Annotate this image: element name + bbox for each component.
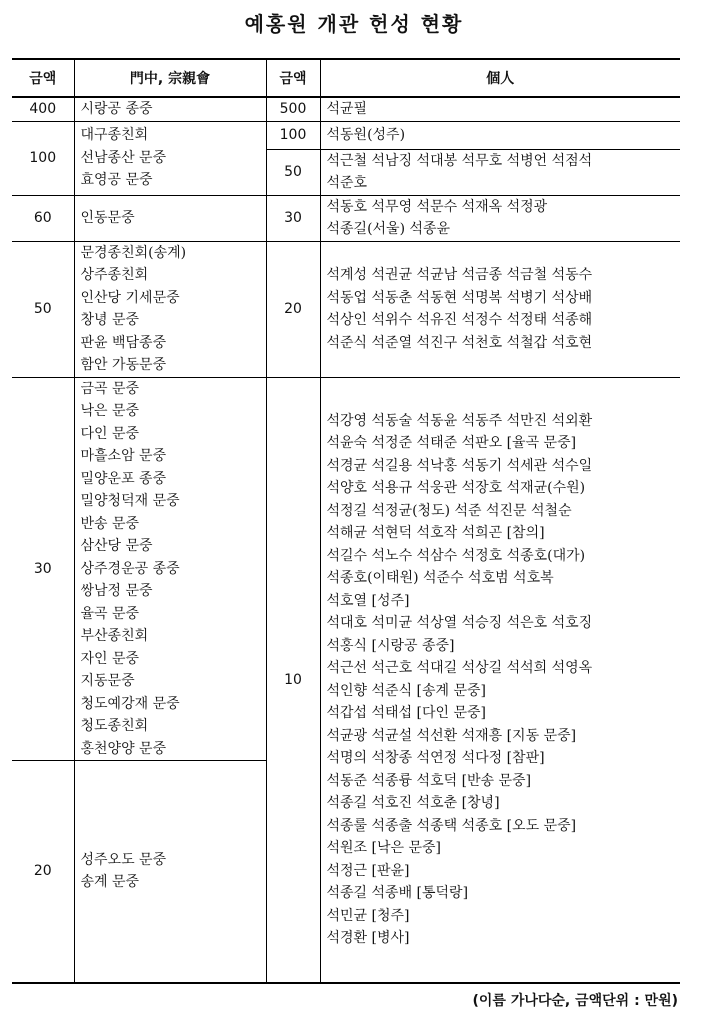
individual-names-line: 석해균 석현덕 석호작 석희곤 [참의] bbox=[326, 525, 545, 541]
table-row bbox=[12, 241, 680, 377]
table-row bbox=[12, 377, 680, 761]
org-name: 밀양청덕재 문중 bbox=[80, 493, 180, 509]
individual-names-line: 석준호 bbox=[326, 175, 368, 191]
org-name: 낙은 문중 bbox=[80, 403, 140, 419]
individual-names-line: 석원조 [낙은 문중] bbox=[326, 840, 441, 856]
individual-names-line: 석양호 석용규 석웅관 석장호 석재균(수원) bbox=[326, 480, 586, 496]
org-name: 인동문중 bbox=[80, 209, 135, 226]
org-amount-cell: 20 bbox=[12, 761, 74, 983]
org-name: 함안 가동문중 bbox=[80, 357, 167, 373]
org-name: 홍천양양 문중 bbox=[80, 740, 167, 757]
org-name: 상주종친회 bbox=[80, 267, 149, 283]
footer-note: (이름 가나다순, 금액단위 : 만원) bbox=[472, 993, 678, 1009]
org-name: 마흘소암 문중 bbox=[80, 448, 167, 464]
org-name: 시랑공 종중 bbox=[80, 101, 153, 117]
org-name: 부산종친회 bbox=[80, 628, 149, 644]
org-names-cell bbox=[74, 241, 266, 377]
org-name: 밀양운포 종중 bbox=[80, 470, 167, 487]
org-name: 금곡 문중 bbox=[80, 380, 140, 397]
individual-amount-cell: 30 bbox=[266, 195, 320, 241]
individual-names-line: 석홍식 [시랑공 종중] bbox=[326, 637, 455, 654]
org-name: 문경종친회(송계) bbox=[80, 244, 187, 261]
org-names-cell bbox=[74, 195, 266, 241]
individual-names-line: 석종길 석호진 석호춘 [창녕] bbox=[326, 795, 500, 811]
org-name: 인산당 기세문중 bbox=[80, 289, 180, 306]
individual-names-cell bbox=[320, 195, 680, 241]
org-names-cell bbox=[74, 761, 266, 983]
individual-amount-cell: 10 bbox=[266, 377, 320, 983]
individual-names-cell bbox=[320, 241, 680, 377]
individual-names-line: 석동원(성주) bbox=[326, 126, 406, 143]
org-name: 자인 문중 bbox=[80, 650, 140, 667]
header-amount-org: 금액 bbox=[12, 59, 74, 97]
individual-amount-cell: 100 bbox=[266, 121, 320, 149]
individual-names-cell bbox=[320, 121, 680, 149]
org-name: 청도예강재 문중 bbox=[80, 695, 180, 712]
org-names-cell bbox=[74, 97, 266, 121]
org-amount-cell: 30 bbox=[12, 377, 74, 761]
individual-amount-cell: 50 bbox=[266, 149, 320, 195]
org-amount-cell: 60 bbox=[12, 195, 74, 241]
individual-names-line: 석종길 석종배 [통덕랑] bbox=[326, 885, 469, 901]
individual-names-line: 석균광 석균설 석선환 석재흥 [지동 문중] bbox=[326, 727, 577, 744]
individual-names-line: 석근선 석근호 석대길 석상길 석석희 석영옥 bbox=[326, 660, 593, 676]
individual-names-line: 석동호 석무영 석문수 석재옥 석정광 bbox=[326, 198, 548, 215]
org-name: 판윤 백담종중 bbox=[80, 334, 167, 351]
individual-names-line: 석대호 석미균 석상열 석승징 석은호 석호징 bbox=[326, 615, 593, 631]
individual-names-line: 석근철 석남징 석대봉 석무호 석병언 석점석 bbox=[326, 152, 593, 169]
header-individual: 個人 bbox=[320, 59, 680, 97]
individual-names-line: 석계성 석권균 석균남 석금종 석금철 석동수 bbox=[326, 267, 593, 283]
org-name: 삼산당 문중 bbox=[80, 538, 153, 554]
individual-names-line: 석동준 석종륭 석호덕 [반송 문중] bbox=[326, 772, 532, 789]
individual-names-line: 석정근 [판윤] bbox=[326, 862, 410, 879]
individual-names-cell bbox=[320, 149, 680, 195]
donation-table bbox=[12, 58, 680, 984]
org-name: 쌍남정 문중 bbox=[80, 583, 153, 599]
individual-names-line: 석종길(서울) 석종윤 bbox=[326, 221, 451, 237]
individual-names-line: 석호열 [성주] bbox=[326, 592, 410, 609]
table-row bbox=[12, 195, 680, 241]
org-name: 송계 문중 bbox=[80, 874, 140, 891]
org-amount-cell: 400 bbox=[12, 97, 74, 121]
org-name: 반송 문중 bbox=[80, 515, 140, 532]
table-header-row bbox=[12, 59, 680, 97]
org-name: 효영공 문중 bbox=[80, 172, 153, 189]
individual-amount-cell: 20 bbox=[266, 241, 320, 377]
individual-names-line: 석동업 석동춘 석동현 석명복 석병기 석상배 bbox=[326, 289, 593, 306]
header-org: 門中, 宗親會 bbox=[74, 59, 266, 97]
individual-names-line: 석명의 석창종 석연정 석다정 [참판] bbox=[326, 750, 545, 766]
org-name: 청도종친회 bbox=[80, 718, 149, 734]
org-name: 대구종친회 bbox=[80, 127, 149, 144]
individual-names-line: 석정길 석정균(청도) 석준 석진문 석철순 bbox=[326, 502, 572, 519]
individual-names-line: 석길수 석노수 석삼수 석정호 석종호(대가) bbox=[326, 547, 586, 564]
individual-names-cell bbox=[320, 377, 680, 983]
table-row bbox=[12, 97, 680, 121]
individual-names-line: 석경환 [병사] bbox=[326, 930, 410, 946]
page-title: 예홍원 개관 헌성 현황 bbox=[244, 12, 464, 36]
individual-names-line: 석민균 [청주] bbox=[326, 907, 410, 924]
table-row bbox=[12, 121, 680, 149]
org-name: 율곡 문중 bbox=[80, 605, 140, 622]
individual-names-line: 석윤숙 석정준 석태준 석판오 [율곡 문중] bbox=[326, 435, 577, 451]
org-amount-cell: 100 bbox=[12, 121, 74, 195]
individual-names-line: 석강영 석동술 석동윤 석동주 석만진 석외환 bbox=[326, 412, 593, 429]
individual-names-line: 석균필 bbox=[326, 101, 368, 117]
org-amount-cell: 50 bbox=[12, 241, 74, 377]
individual-amount-cell: 500 bbox=[266, 97, 320, 121]
individual-names-line: 석상인 석위수 석유진 석정수 석정태 석종해 bbox=[326, 312, 593, 328]
org-name: 성주오도 문중 bbox=[80, 851, 167, 868]
org-name: 다인 문중 bbox=[80, 425, 140, 442]
org-names-cell bbox=[74, 121, 266, 195]
org-names-cell bbox=[74, 377, 266, 761]
individual-names-line: 석경균 석길용 석낙홍 석동기 석세관 석수일 bbox=[326, 457, 593, 474]
org-name: 지동문중 bbox=[80, 673, 135, 689]
header-amount-individual: 금액 bbox=[266, 59, 320, 97]
individual-names-line: 석인향 석준식 [송계 문중] bbox=[326, 682, 487, 699]
individual-names-line: 석종룰 석종출 석종택 석종호 [오도 문중] bbox=[326, 817, 577, 834]
individual-names-cell bbox=[320, 97, 680, 121]
individual-names-line: 석준식 석준열 석진구 석천호 석철갑 석호현 bbox=[326, 334, 593, 351]
org-name: 선남종산 문중 bbox=[80, 149, 167, 166]
individual-names-line: 석갑섭 석태섭 [다인 문중] bbox=[326, 705, 487, 721]
individual-names-line: 석종호(이태원) 석준수 석호범 석호복 bbox=[326, 570, 554, 586]
org-name: 상주경운공 종중 bbox=[80, 560, 180, 577]
org-name: 창녕 문중 bbox=[80, 312, 140, 328]
